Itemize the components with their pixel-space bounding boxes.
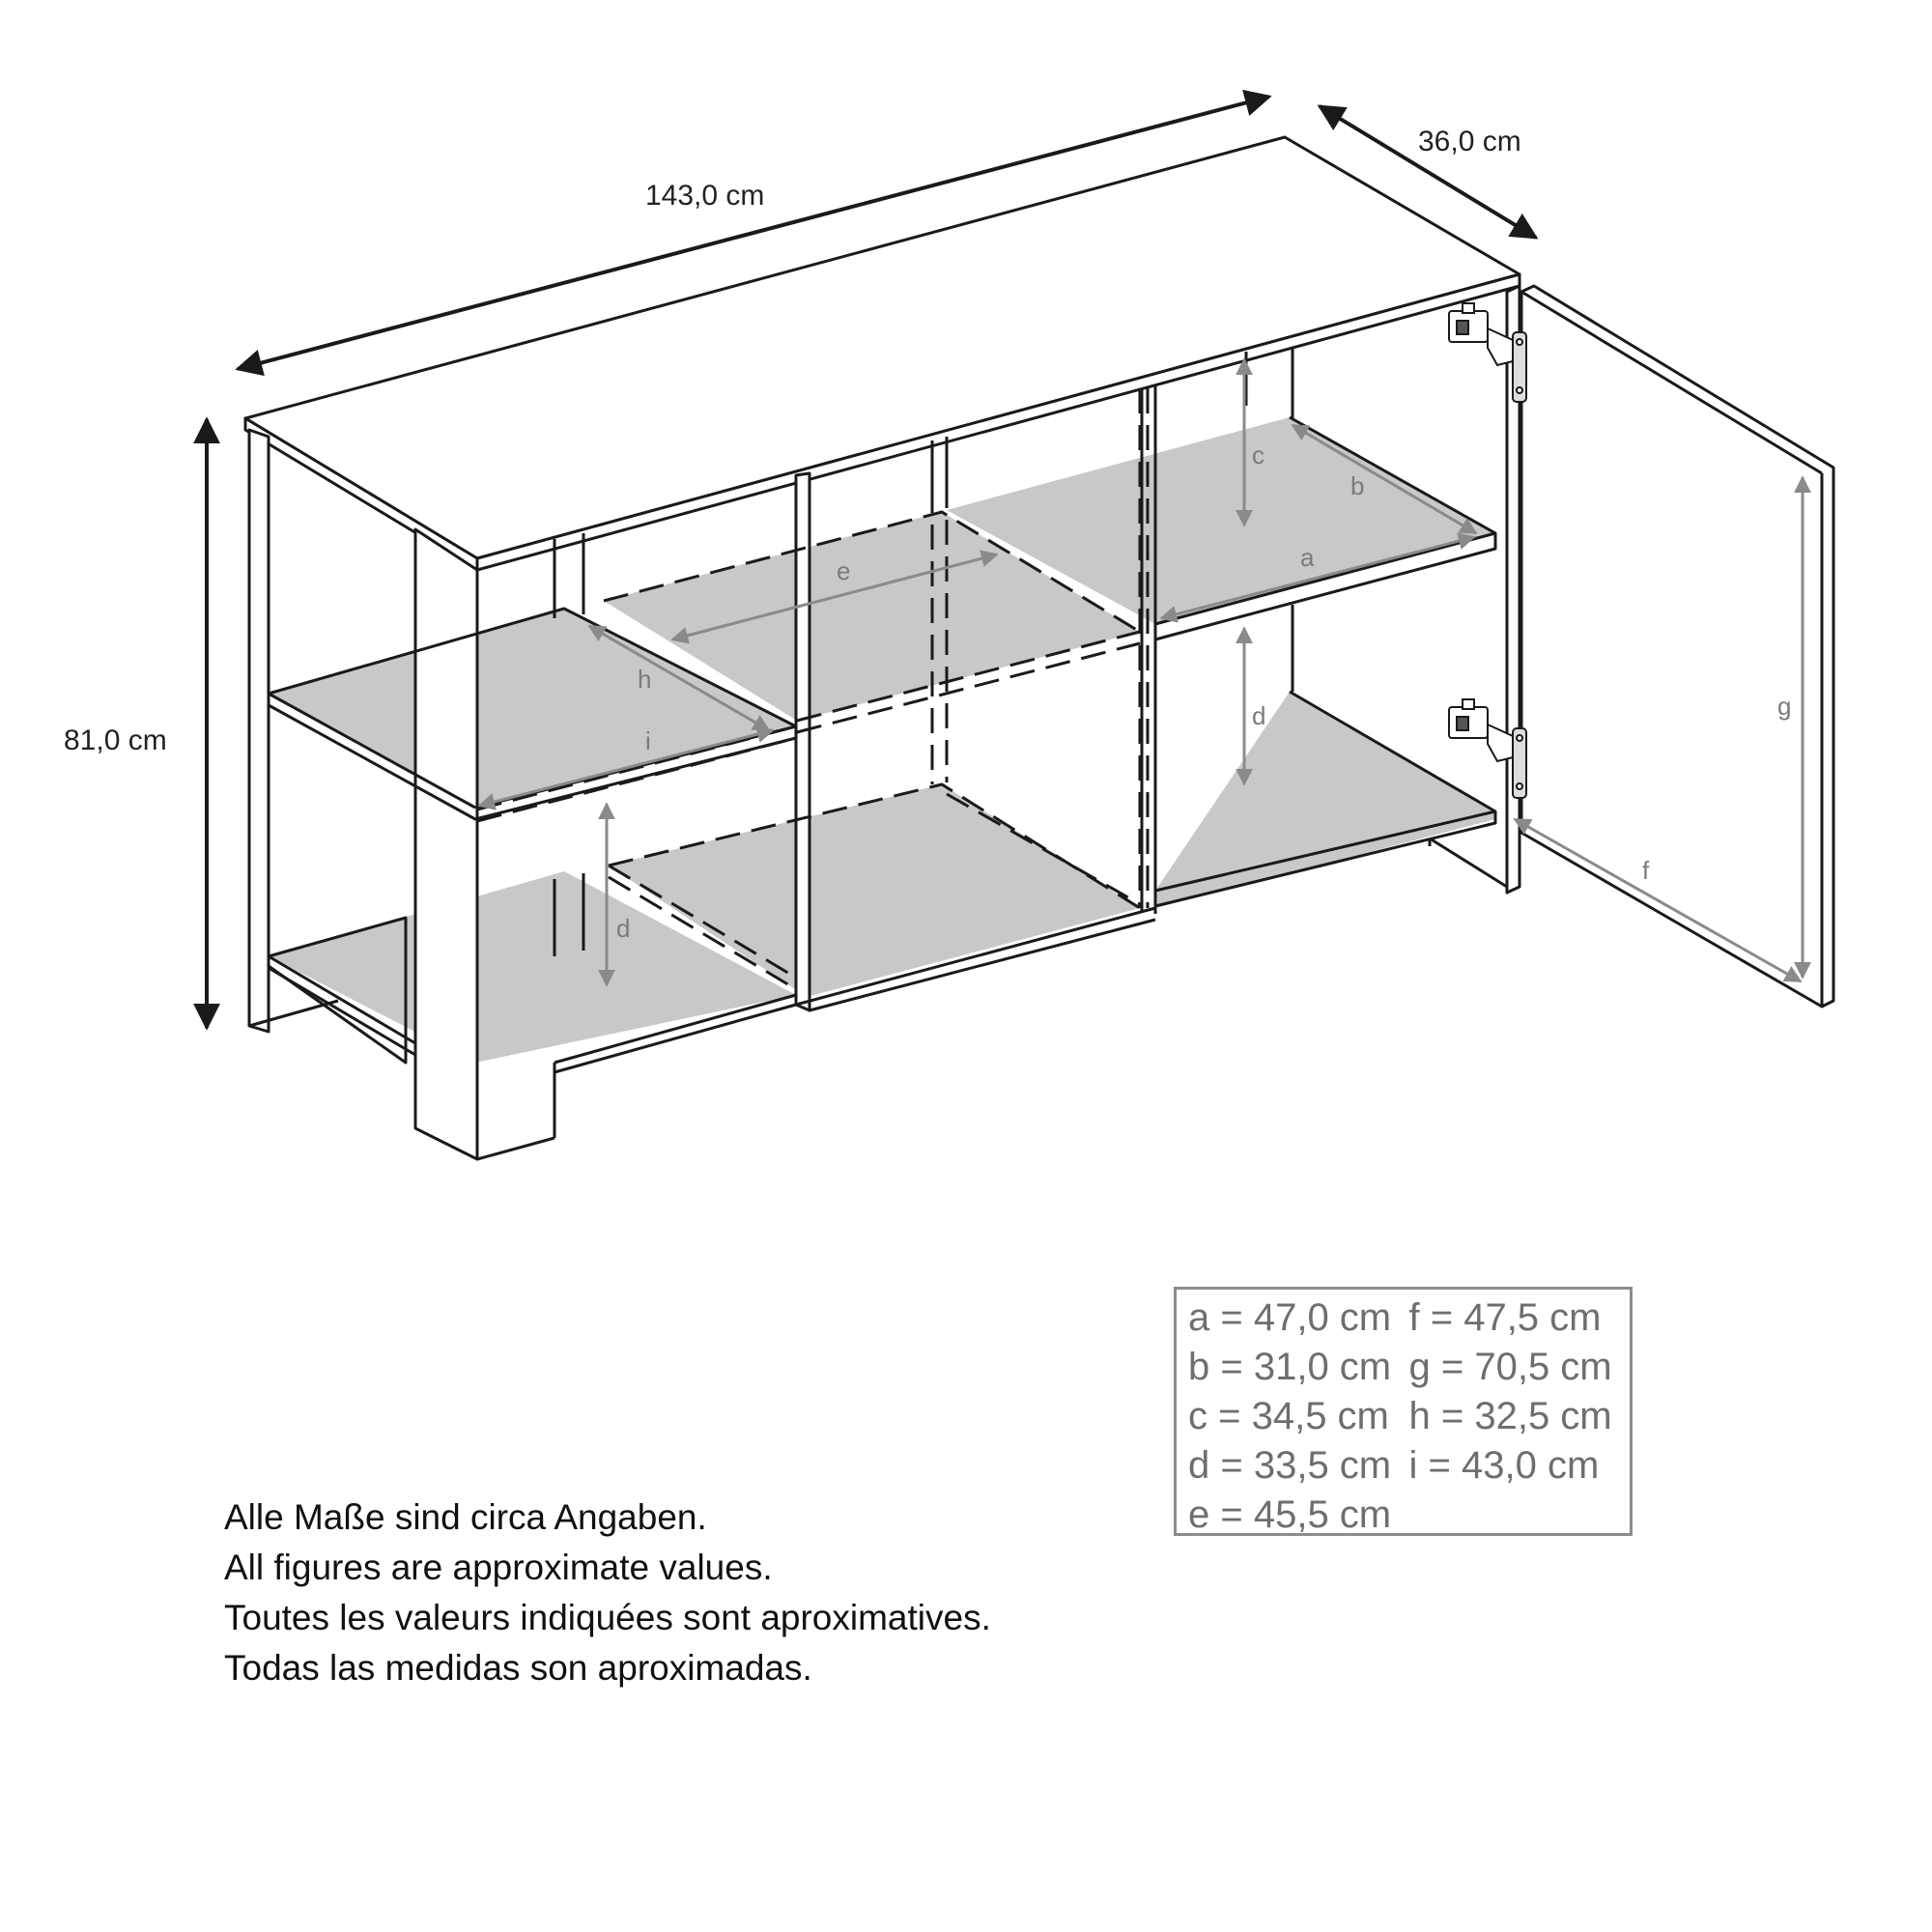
width-dimension-label: 143,0 cm — [645, 180, 765, 212]
note-spanish: Todas las medidas son aproximadas. — [224, 1648, 812, 1688]
legend-row — [1188, 1293, 1630, 1343]
legend-h: h = 32,5 cm — [1408, 1395, 1612, 1437]
left-side-panel — [249, 430, 269, 1032]
dimension-legend — [1174, 1287, 1633, 1536]
legend-row — [1188, 1392, 1630, 1441]
legend-row — [1188, 1491, 1630, 1540]
label-f: f — [1642, 856, 1650, 885]
label-g: g — [1777, 692, 1792, 721]
right-side-bottom — [1430, 838, 1507, 887]
label-d-left: d — [616, 914, 631, 943]
front-left-panel-bottom — [477, 1138, 554, 1159]
legend-g: g = 70,5 cm — [1408, 1346, 1612, 1388]
label-c: c — [1252, 440, 1264, 469]
legend-a: a = 47,0 cm — [1188, 1296, 1392, 1339]
legend-row — [1188, 1343, 1630, 1392]
depth-dimension-label: 36,0 cm — [1418, 126, 1521, 157]
legend-i: i = 43,0 cm — [1408, 1444, 1600, 1487]
height-dimension-label: 81,0 cm — [64, 724, 167, 756]
legend-b: b = 31,0 cm — [1188, 1346, 1392, 1388]
approximate-values-note — [224, 1492, 991, 1693]
label-d-right: d — [1252, 701, 1266, 730]
label-i: i — [645, 726, 651, 755]
center-divider — [796, 473, 810, 1010]
legend-f: f = 47,5 cm — [1408, 1296, 1602, 1339]
note-english: All figures are approximate values. — [224, 1548, 773, 1587]
label-e: e — [837, 556, 851, 585]
open-door — [1521, 286, 1833, 1007]
front-left-panel — [415, 529, 477, 1159]
legend-d: d = 33,5 cm — [1188, 1444, 1392, 1487]
label-h: h — [638, 665, 652, 694]
label-a: a — [1300, 543, 1315, 572]
legend-e: e = 45,5 cm — [1188, 1493, 1392, 1536]
legend-c: c = 34,5 cm — [1188, 1395, 1389, 1437]
legend-row — [1188, 1441, 1630, 1491]
label-b: b — [1350, 471, 1365, 500]
note-german: Alle Maße sind circa Angaben. — [224, 1497, 707, 1537]
shelf-right-bottom-main — [1155, 692, 1495, 908]
note-french: Toutes les valeurs indiquées sont aproximatives. — [224, 1598, 991, 1637]
legend-empty — [1409, 1491, 1631, 1540]
